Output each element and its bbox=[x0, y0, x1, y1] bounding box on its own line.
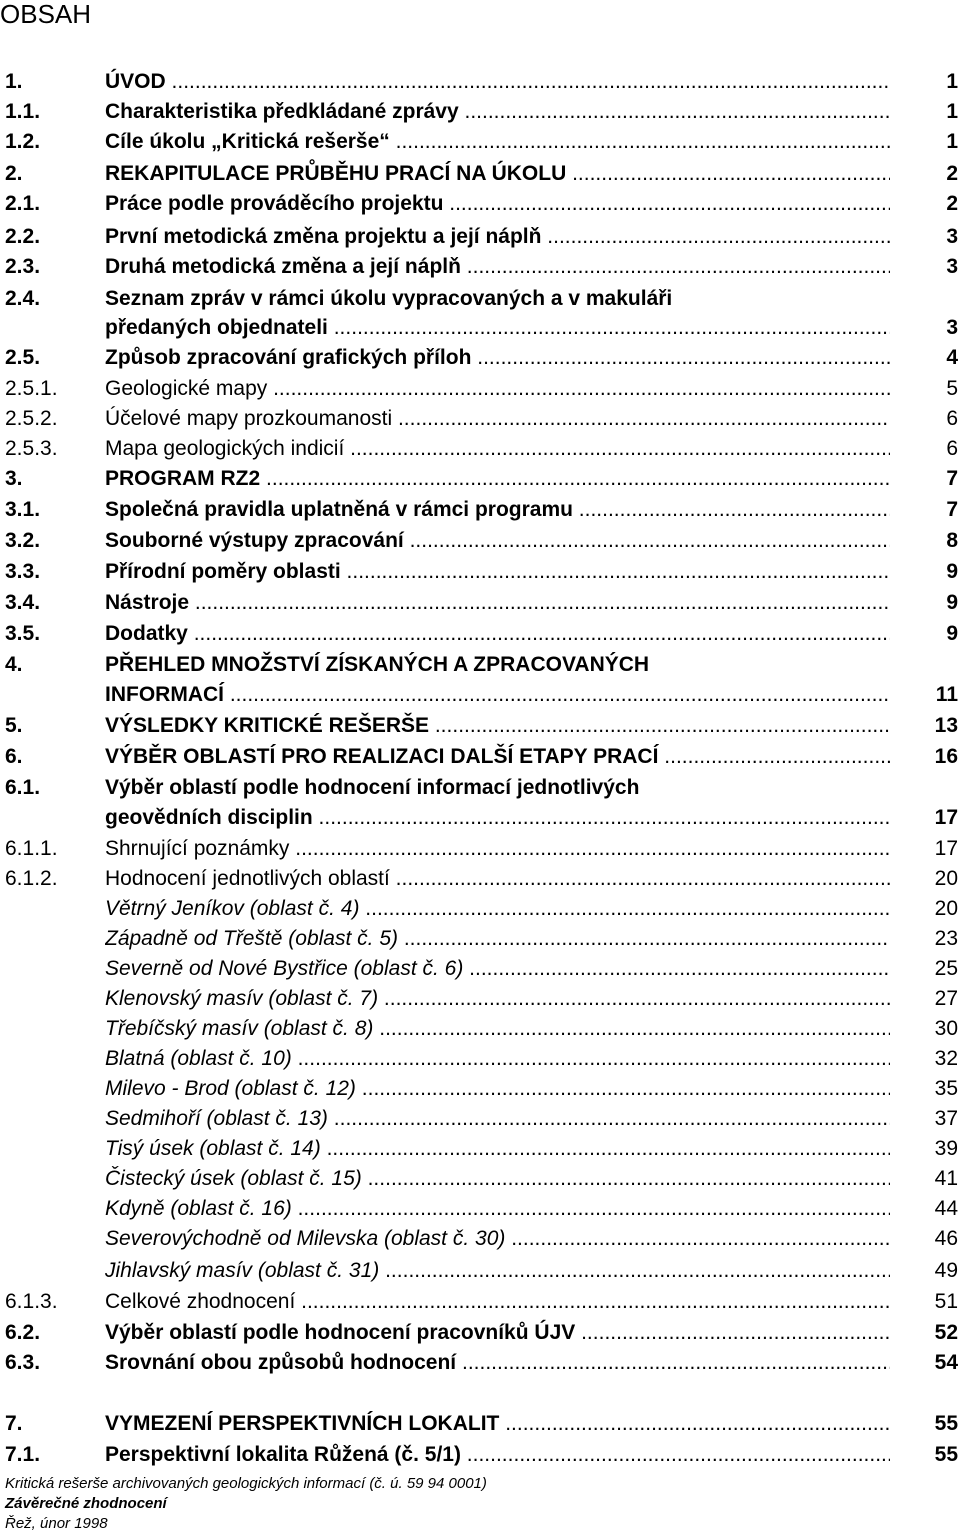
toc-entry bbox=[0, 834, 960, 864]
toc-entry-title: PROGRAM RZ2 ..... bbox=[105, 464, 890, 494]
toc-entry bbox=[0, 434, 960, 464]
toc-entry-number: 3.1. bbox=[5, 498, 41, 521]
toc-entry-title: Účelové mapy prozkoumanosti ..... bbox=[105, 404, 890, 434]
toc-entry-title: Výběr oblastí podle hodnocení informací jednotlivých bbox=[105, 776, 640, 799]
toc-entry-page: 3 bbox=[946, 255, 958, 278]
toc-entry bbox=[0, 404, 960, 434]
toc-entry bbox=[0, 1256, 960, 1286]
toc-entry-number: 1. bbox=[5, 70, 23, 93]
toc-entry-title: Nástroje ..... bbox=[105, 588, 890, 618]
toc-entry-number: 7.1. bbox=[5, 1443, 41, 1466]
toc-entry-title: Mapa geologických indicií ..... bbox=[105, 434, 890, 464]
toc-entry bbox=[0, 557, 960, 587]
toc-entry-title: Charakteristika předkládané zprávy ..... bbox=[105, 97, 890, 127]
toc-entry bbox=[0, 1014, 960, 1044]
toc-entry-page: 32 bbox=[934, 1047, 958, 1070]
toc-entry bbox=[0, 1224, 960, 1254]
toc-entry bbox=[0, 464, 960, 494]
toc-entry bbox=[0, 1318, 960, 1348]
toc-entry bbox=[0, 650, 960, 680]
toc-entry-continued bbox=[0, 680, 960, 710]
toc-entry-number: 2.4. bbox=[5, 287, 41, 310]
toc-entry-page: 1 bbox=[946, 100, 958, 123]
toc-entry-page: 17 bbox=[934, 837, 958, 860]
toc-entry-page: 23 bbox=[934, 927, 958, 950]
toc-entry-page: 25 bbox=[934, 957, 958, 980]
toc-entry bbox=[0, 984, 960, 1014]
toc-entry-title: Sedmihoří (oblast č. 13) ..... bbox=[105, 1104, 890, 1134]
toc-entry bbox=[0, 1440, 960, 1470]
toc-entry-title: Západně od Třeště (oblast č. 5) ..... bbox=[105, 924, 890, 954]
toc-entry-page: 4 bbox=[946, 346, 958, 369]
toc-entry-page: 13 bbox=[934, 714, 958, 737]
toc-entry-title: Výběr oblastí podle hodnocení pracovníků ÚJV ..... bbox=[105, 1318, 890, 1348]
toc-entry bbox=[0, 1134, 960, 1164]
toc-entry-page: 54 bbox=[934, 1351, 958, 1374]
toc-entry-title: Seznam zpráv v rámci úkolu vypracovaných a v makuláři bbox=[105, 287, 673, 310]
toc-entry-title: Třebíčský masív (oblast č. 8) ..... bbox=[105, 1014, 890, 1044]
toc-entry-page: 41 bbox=[934, 1167, 958, 1190]
toc-entry-number: 6.1.1. bbox=[5, 837, 58, 860]
toc-entry-title: Jihlavský masív (oblast č. 31) ..... bbox=[105, 1256, 890, 1286]
toc-entry-number: 2. bbox=[5, 162, 23, 185]
toc-entry-title: Srovnání obou způsobů hodnocení ..... bbox=[105, 1348, 890, 1378]
toc-entry-page: 37 bbox=[934, 1107, 958, 1130]
toc-entry-page: 27 bbox=[934, 987, 958, 1010]
toc-entry bbox=[0, 526, 960, 556]
toc-entry bbox=[0, 97, 960, 127]
toc-entry-title: Hodnocení jednotlivých oblastí ..... bbox=[105, 864, 890, 894]
toc-entry-page: 6 bbox=[946, 407, 958, 430]
page-title: OBSAH bbox=[0, 0, 92, 29]
toc-entry-number: 4. bbox=[5, 653, 23, 676]
toc-entry bbox=[0, 159, 960, 189]
toc-entry-title: Společná pravidla uplatněná v rámci programu ..... bbox=[105, 495, 890, 525]
toc-entry-page: 3 bbox=[946, 316, 958, 339]
toc-entry bbox=[0, 127, 960, 157]
toc-entry-number: 1.2. bbox=[5, 130, 41, 153]
toc-entry-title: Klenovský masív (oblast č. 7) ..... bbox=[105, 984, 890, 1014]
toc-entry bbox=[0, 284, 960, 314]
toc-entry-title: VÝSLEDKY KRITICKÉ REŠERŠE ..... bbox=[105, 711, 890, 741]
toc-entry-page: 9 bbox=[946, 560, 958, 583]
toc-entry-page: 51 bbox=[934, 1290, 958, 1313]
toc-entry-title: Čistecký úsek (oblast č. 15) ..... bbox=[105, 1164, 890, 1194]
toc-entry-page: 7 bbox=[946, 467, 958, 490]
toc-entry-page: 5 bbox=[946, 377, 958, 400]
toc-entry-title: předaných objednateli ..... bbox=[105, 313, 890, 343]
toc-entry-page: 1 bbox=[946, 130, 958, 153]
toc-entry-title: Přírodní poměry oblasti ..... bbox=[105, 557, 890, 587]
toc-entry-number: 6.3. bbox=[5, 1351, 41, 1374]
toc-entry-page: 6 bbox=[946, 437, 958, 460]
toc-entry-page: 52 bbox=[934, 1321, 958, 1344]
toc-entry-title: Větrný Jeníkov (oblast č. 4) ..... bbox=[105, 894, 890, 924]
toc-entry-title: Dodatky ..... bbox=[105, 619, 890, 649]
toc-entry-number: 1.1. bbox=[5, 100, 41, 123]
toc-entry-title: INFORMACÍ ..... bbox=[105, 680, 890, 710]
toc-entry-page: 9 bbox=[946, 591, 958, 614]
toc-entry-number: 2.1. bbox=[5, 192, 41, 215]
toc-entry bbox=[0, 588, 960, 618]
toc-entry bbox=[0, 864, 960, 894]
toc-entry-number: 2.3. bbox=[5, 255, 41, 278]
toc-entry bbox=[0, 374, 960, 404]
toc-entry bbox=[0, 894, 960, 924]
toc-entry bbox=[0, 189, 960, 219]
toc-entry-page: 17 bbox=[934, 806, 958, 829]
toc-entry-page: 11 bbox=[935, 683, 958, 706]
toc-entry bbox=[0, 1348, 960, 1378]
toc-entry-page: 3 bbox=[946, 225, 958, 248]
toc-entry-title: geovědních disciplin ..... bbox=[105, 803, 890, 833]
toc-entry bbox=[0, 343, 960, 373]
toc-entry-number: 3. bbox=[5, 467, 23, 490]
toc-entry bbox=[0, 1409, 960, 1439]
toc-entry-number: 3.3. bbox=[5, 560, 41, 583]
toc-entry bbox=[0, 619, 960, 649]
toc-entry bbox=[0, 742, 960, 772]
toc-entry-title: PŘEHLED MNOŽSTVÍ ZÍSKANÝCH A ZPRACOVANÝCH bbox=[105, 653, 650, 676]
toc-entry-page: 44 bbox=[934, 1197, 958, 1220]
toc-entry-page: 2 bbox=[946, 192, 958, 215]
toc-entry-page: 46 bbox=[934, 1227, 958, 1250]
toc-entry-title: Souborné výstupy zpracování ..... bbox=[105, 526, 890, 556]
toc-entry bbox=[0, 1104, 960, 1134]
toc-entry-title: Severovýchodně od Milevska (oblast č. 30) ..... bbox=[105, 1224, 890, 1254]
toc-entry bbox=[0, 711, 960, 741]
toc-entry-title: REKAPITULACE PRŮBĚHU PRACÍ NA ÚKOLU ..... bbox=[105, 159, 890, 189]
toc-entry-title: Práce podle prováděcího projektu ..... bbox=[105, 189, 890, 219]
toc-entry bbox=[0, 1074, 960, 1104]
toc-entry-page: 39 bbox=[934, 1137, 958, 1160]
toc-entry-title: Geologické mapy ..... bbox=[105, 374, 890, 404]
toc-entry-title: Tisý úsek (oblast č. 14) ..... bbox=[105, 1134, 890, 1164]
toc-entry bbox=[0, 1044, 960, 1074]
toc-entry-page: 8 bbox=[946, 529, 958, 552]
toc-entry-number: 2.5. bbox=[5, 346, 41, 369]
toc-entry-number: 2.5.3. bbox=[5, 437, 58, 460]
toc-entry-page: 55 bbox=[934, 1412, 958, 1435]
toc-entry bbox=[0, 1194, 960, 1224]
toc-entry-page: 7 bbox=[946, 498, 958, 521]
toc-entry-title: Perspektivní lokalita Růžená (č. 5/1) ..... bbox=[105, 1440, 890, 1470]
toc-entry-title: ÚVOD ..... bbox=[105, 67, 890, 97]
toc-entry-title: Milevo - Brod (oblast č. 12) ..... bbox=[105, 1074, 890, 1104]
footer-report-subtitle: Závěrečné zhodnocení bbox=[5, 1495, 167, 1512]
toc-entry-number: 3.4. bbox=[5, 591, 41, 614]
toc-entry-number: 6.1.2. bbox=[5, 867, 58, 890]
toc-entry-number: 3.5. bbox=[5, 622, 41, 645]
toc-entry-title: Severně od Nové Bystřice (oblast č. 6) ..... bbox=[105, 954, 890, 984]
toc-entry-title: Blatná (oblast č. 10) ..... bbox=[105, 1044, 890, 1074]
toc-entry-title: Shrnující poznámky ..... bbox=[105, 834, 890, 864]
toc-entry-number: 2.2. bbox=[5, 225, 41, 248]
toc-entry-page: 20 bbox=[934, 867, 958, 890]
toc-entry bbox=[0, 773, 960, 803]
toc-entry bbox=[0, 67, 960, 97]
toc-entry-title: Druhá metodická změna a její náplň ..... bbox=[105, 252, 890, 282]
toc-entry-number: 6.1.3. bbox=[5, 1290, 58, 1313]
toc-entry-number: 6.2. bbox=[5, 1321, 41, 1344]
toc-entry-continued bbox=[0, 803, 960, 833]
toc-entry-page: 30 bbox=[934, 1017, 958, 1040]
toc-entry-page: 55 bbox=[934, 1443, 958, 1466]
footer-report-title: Kritická rešerše archivovaných geologických informací (č. ú. 59 94 0001) bbox=[5, 1475, 487, 1492]
toc-entry-number: 7. bbox=[5, 1412, 23, 1435]
toc-entry-title: VÝBĚR OBLASTÍ PRO REALIZACI DALŠÍ ETAPY PRACÍ ..... bbox=[105, 742, 890, 772]
toc-entry-title: Způsob zpracování grafických příloh ..... bbox=[105, 343, 890, 373]
toc-entry-title: První metodická změna projektu a její náplň ..... bbox=[105, 222, 890, 252]
toc-entry-title: Celkové zhodnocení ..... bbox=[105, 1287, 890, 1317]
toc-entry-continued bbox=[0, 313, 960, 343]
toc-entry bbox=[0, 222, 960, 252]
toc-entry-number: 2.5.2. bbox=[5, 407, 58, 430]
toc-entry-number: 6. bbox=[5, 745, 23, 768]
toc-entry-number: 3.2. bbox=[5, 529, 41, 552]
toc-entry bbox=[0, 252, 960, 282]
toc-entry-page: 2 bbox=[946, 162, 958, 185]
toc-entry-page: 49 bbox=[934, 1259, 958, 1282]
toc-entry-page: 20 bbox=[934, 897, 958, 920]
toc-entry-number: 5. bbox=[5, 714, 23, 737]
toc-entry-number: 2.5.1. bbox=[5, 377, 58, 400]
toc-entry-title: Cíle úkolu „Kritická rešerše“ ..... bbox=[105, 127, 890, 157]
toc-entry-number: 6.1. bbox=[5, 776, 41, 799]
page-footer bbox=[5, 1474, 487, 1534]
toc-entry-page: 16 bbox=[934, 745, 958, 768]
toc-entry-page: 1 bbox=[946, 70, 958, 93]
toc-entry bbox=[0, 954, 960, 984]
toc-entry bbox=[0, 495, 960, 525]
toc-entry bbox=[0, 924, 960, 954]
toc-entry-page: 35 bbox=[934, 1077, 958, 1100]
toc-entry-title: Kdyně (oblast č. 16) ..... bbox=[105, 1194, 890, 1224]
toc-entry bbox=[0, 1164, 960, 1194]
toc-entry bbox=[0, 1287, 960, 1317]
footer-place-date: Řež, únor 1998 bbox=[5, 1515, 108, 1532]
toc-entry-title: VYMEZENÍ PERSPEKTIVNÍCH LOKALIT ..... bbox=[105, 1409, 890, 1439]
toc-entry-page: 9 bbox=[946, 622, 958, 645]
